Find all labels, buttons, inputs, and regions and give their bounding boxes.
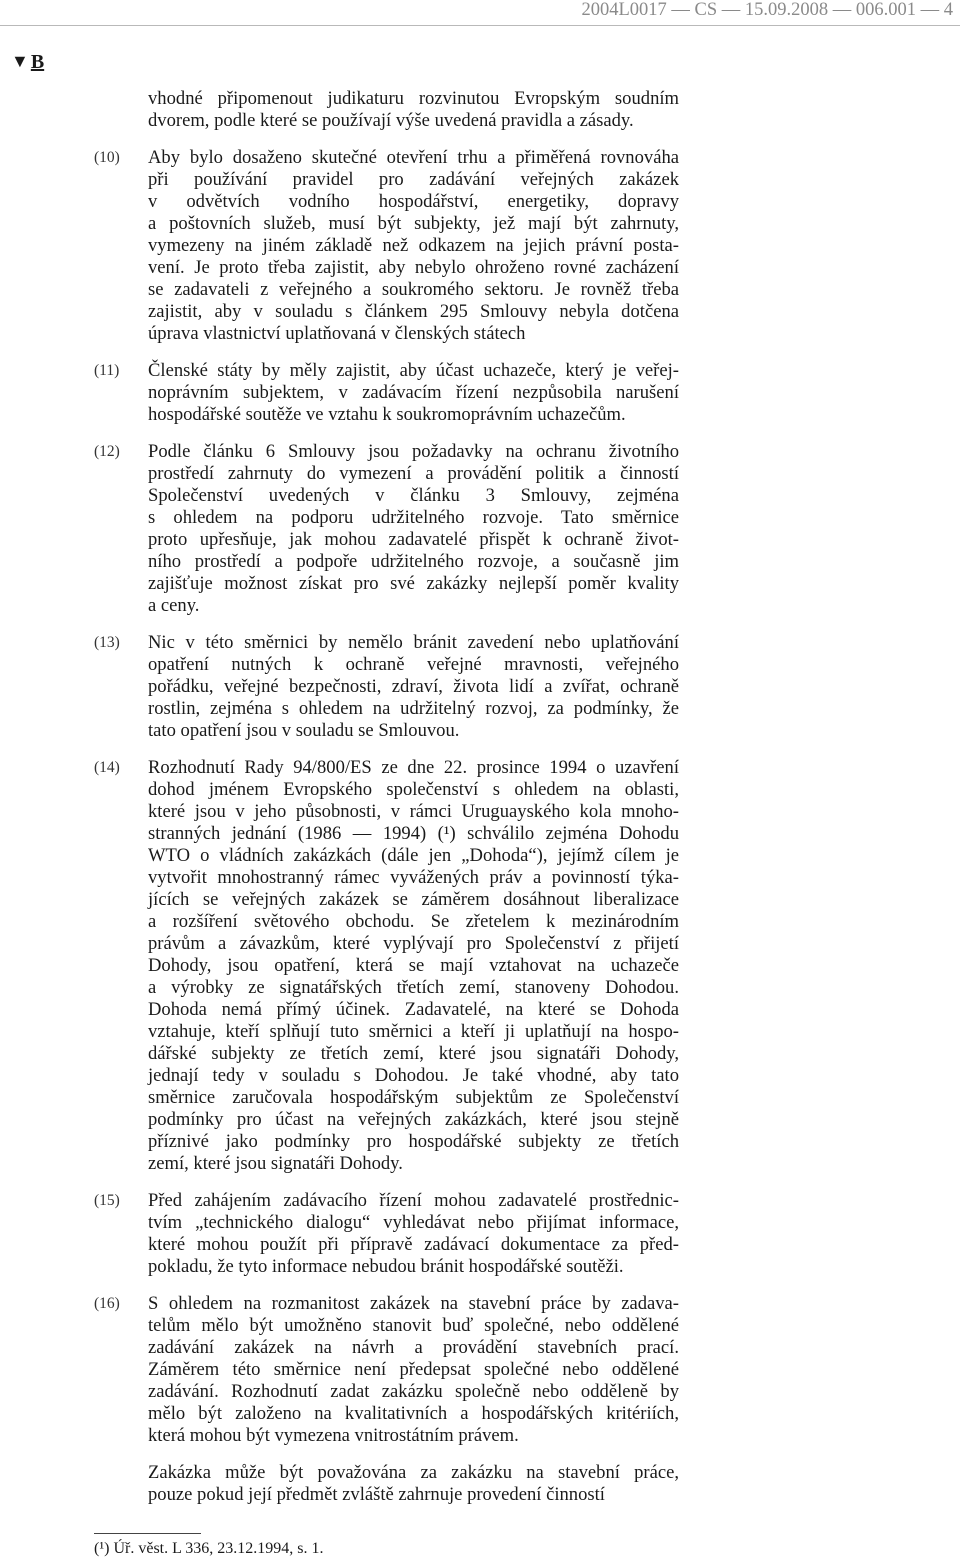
text-line: které mohou použít při přípravě zadávací dokumentace za před- <box>148 1234 679 1255</box>
text-line: a výrobky ze signatářských třetích zemí, stanoveny Dohodou. <box>148 977 679 998</box>
text-line: vytvořit mnohostranný rámec vyvážených práv a povinností týka- <box>148 867 679 888</box>
recital-paragraph <box>0 441 960 617</box>
text-line: proto upřesňuje, jak mohou zadavatelé přispět k ochraně život- <box>148 529 679 550</box>
recital-number: (10) <box>94 149 120 166</box>
text-line: pouze pokud její předmět zvláště zahrnuje provedení činností <box>148 1484 605 1505</box>
text-line: dohod jménem Evropského společenství s ohledem na oblasti, <box>148 779 679 800</box>
text-line: úprava vlastnictví uplatňovaná v členských státech <box>148 323 526 344</box>
text-line: vhodné připomenout judikaturu rozvinutou Evropským soudním <box>148 88 679 109</box>
text-line: zadávání. Rozhodnutí zadat zakázku společně nebo odděleně by <box>148 1381 679 1402</box>
text-line: noprávním subjektem, v zadávacím řízení nezpůsobila narušení <box>148 382 679 403</box>
text-line: zajišťuje možnost získat pro své zakázky nejlepší poměr kvality <box>148 573 679 594</box>
text-line: jících se veřejných zakázek se záměrem dosáhnout liberalizace <box>148 889 679 910</box>
text-line: dářské subjekty ze třetích zemí, které jsou signatáři Dohody, <box>148 1043 679 1064</box>
text-line: vení. Je proto třeba zajistit, aby nebylo ohroženo rovné zacházení <box>148 257 679 278</box>
text-line: pokladu, že tyto informace nebudou bránit hospodářské soutěži. <box>148 1256 624 1277</box>
text-line: tato opatření jsou v souladu se Smlouvou. <box>148 720 460 741</box>
text-line: hospodářské soutěže ve vztahu k soukromoprávním uchazečům. <box>148 404 626 425</box>
text-line: a rozšíření světového obchodu. Se zřetelem k mezinárodním <box>148 911 679 932</box>
text-line: Aby bylo dosaženo skutečné otevření trhu a přiměřená rovnováha <box>148 147 679 168</box>
recital-paragraph <box>0 88 960 132</box>
recital-text <box>148 1190 679 1278</box>
document-reference-header: 2004L0017 — CS — 15.09.2008 — 006.001 — 4 <box>581 0 953 20</box>
recital-paragraph <box>0 757 960 1175</box>
text-line: opatření nutných k ochraně veřejné mravnosti, veřejného <box>148 654 679 675</box>
text-line: prostředí zahrnuty do vymezení a provádění politik a činností <box>148 463 679 484</box>
recital-paragraph <box>0 360 960 426</box>
recital-text <box>148 1293 679 1447</box>
text-line: Nic v této směrnici by nemělo bránit zavedení nebo uplatňování <box>148 632 679 653</box>
recital-text <box>148 147 679 345</box>
text-line: zajistit, aby v souladu s článkem 295 Smlouvy nebyla dotčena <box>148 301 679 322</box>
recital-text <box>148 88 679 132</box>
text-line: rostlin, zejména s ohledem na udržitelný rozvoj, za podmínky, že <box>148 698 679 719</box>
text-line: v odvětvích vodního hospodářství, energetiky, dopravy <box>148 191 679 212</box>
recital-paragraph <box>0 632 960 742</box>
text-line: Společenství uvedených v článku 3 Smlouvy, zejména <box>148 485 679 506</box>
text-line: Před zahájením zadávacího řízení mohou zadavatelé prostřednic- <box>148 1190 679 1211</box>
text-line: vymezeny na jiném základě než odkazem na jejich právní posta- <box>148 235 679 256</box>
header-divider <box>0 25 960 26</box>
text-line: vztahuje, kteří splňují tuto směrnici a kteří ji uplatňují na hospo- <box>148 1021 679 1042</box>
text-line: které jsou v jeho působnosti, v rámci Uruguayského kola mnoho- <box>148 801 679 822</box>
footnote-divider <box>94 1533 201 1534</box>
text-line: se zadavateli z veřejného a soukromého sektoru. Je rovněž třeba <box>148 279 679 300</box>
text-line: S ohledem na rozmanitost zakázek na stavební práce by zadava- <box>148 1293 679 1314</box>
text-line: ního prostředí a podpoře udržitelného rozvoje, a současně jim <box>148 551 679 572</box>
text-line: právům a závazkům, které vyplývají pro Společenství z přijetí <box>148 933 679 954</box>
text-line: jednají tedy v souladu s Dohodou. Je také vhodné, aby tato <box>148 1065 679 1086</box>
text-line: zadávání zakázek na návrh a provádění stavebních prací. <box>148 1337 679 1358</box>
text-line: dvorem, podle které se používají výše uvedená pravidla a zásady. <box>148 110 634 131</box>
text-line: Dohody, jsou opatření, která se mají vztahovat na uchazeče <box>148 955 679 976</box>
footnote: (¹) Úř. věst. L 336, 23.12.1994, s. 1. <box>94 1540 324 1557</box>
recital-text <box>148 360 679 426</box>
text-line: příznivé jako podmínky pro hospodářské subjekty ze třetích <box>148 1131 679 1152</box>
text-line: podmínky pro účast na veřejných zakázkách, které jsou stejně <box>148 1109 679 1130</box>
recital-paragraph <box>0 1190 960 1278</box>
recital-text <box>148 632 679 742</box>
recital-number: (12) <box>94 443 120 460</box>
text-line: směrnice zaručovala hospodářským subjektům ze Společenství <box>148 1087 679 1108</box>
text-line: WTO o vládních zakázkách (dále jen „Dohoda“), jejímž cílem je <box>148 845 679 866</box>
text-line: při používání pravidel pro zadávání veřejných zakázek <box>148 169 679 190</box>
text-line: stranných jednání (1986 — 1994) (¹) schválilo zejména Dohodu <box>148 823 679 844</box>
recitals-body <box>0 88 960 1521</box>
text-line: tvím „technického dialogu“ vyhledávat nebo přijímat informace, <box>148 1212 679 1233</box>
text-line: Rozhodnutí Rady 94/800/ES ze dne 22. prosince 1994 o uzavření <box>148 757 679 778</box>
text-line: Zakázka může být považována za zakázku na stavební práce, <box>148 1462 679 1483</box>
consolidation-marker <box>11 51 44 74</box>
text-line: mělo být založeno na kvalitativních a hospodářských kritériích, <box>148 1403 679 1424</box>
text-line: zemí, které jsou signatáři Dohody. <box>148 1153 403 1174</box>
text-line: telům mělo být umožněno stanovit buď společné, nebo oddělené <box>148 1315 679 1336</box>
text-line: s ohledem na podporu udržitelného rozvoje. Tato směrnice <box>148 507 679 528</box>
recital-paragraph <box>0 147 960 345</box>
text-line: Záměrem této směrnice není předepsat společné nebo oddělené <box>148 1359 679 1380</box>
text-line: která mohou být vymezena vnitrostátním právem. <box>148 1425 519 1446</box>
recital-number: (11) <box>94 362 120 379</box>
recital-text <box>148 757 679 1175</box>
text-line: pořádku, veřejné bezpečnosti, zdraví, života lidí a zvířat, ochraně <box>148 676 679 697</box>
text-line: Členské státy by měly zajistit, aby účast uchazeče, který je veřej- <box>148 360 679 381</box>
recital-paragraph <box>0 1293 960 1447</box>
text-line: Podle článku 6 Smlouvy jsou požadavky na ochranu životního <box>148 441 679 462</box>
marker-letter: B <box>30 51 45 73</box>
recital-text <box>148 441 679 617</box>
triangle-down-icon: ▼ <box>11 51 29 71</box>
recital-number: (15) <box>94 1192 120 1209</box>
recital-paragraph <box>0 1462 960 1506</box>
recital-number: (14) <box>94 759 120 776</box>
text-line: a ceny. <box>148 595 200 616</box>
recital-number: (16) <box>94 1295 120 1312</box>
recital-text <box>148 1462 679 1506</box>
recital-number: (13) <box>94 634 120 651</box>
text-line: a poštovních služeb, musí být subjekty, jež mají být zahrnuty, <box>148 213 679 234</box>
text-line: Dohoda nemá přímý účinek. Zadavatelé, na které se Dohoda <box>148 999 679 1020</box>
